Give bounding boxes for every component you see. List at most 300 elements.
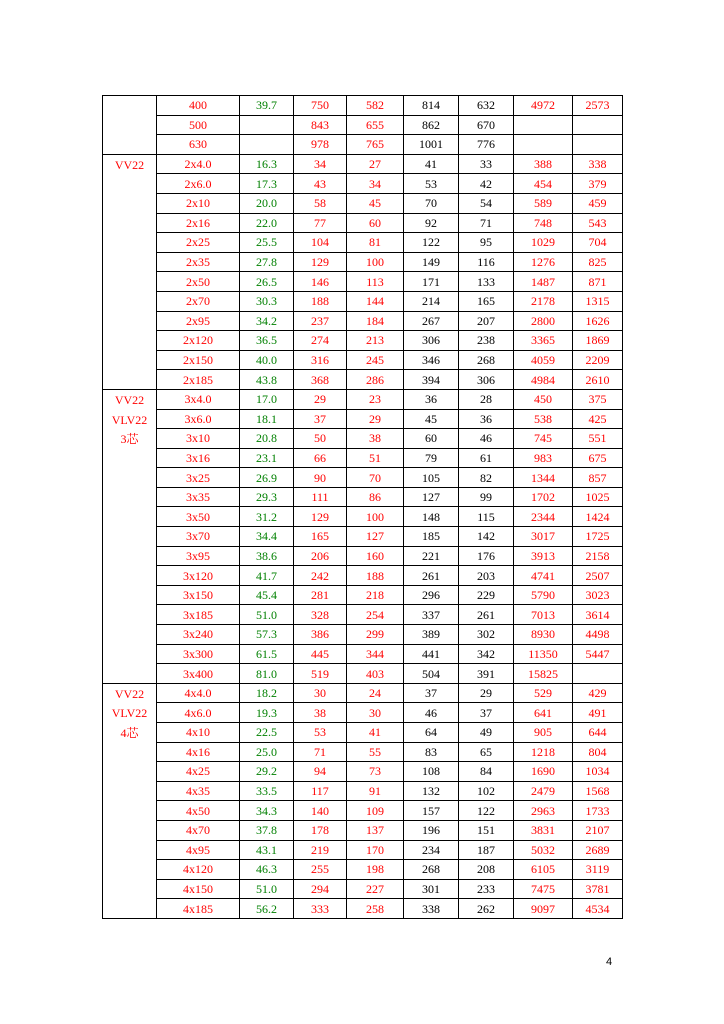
cell-value-4: 165 bbox=[459, 291, 514, 311]
cell-value-3: 157 bbox=[404, 801, 459, 821]
cell-value-2: 765 bbox=[347, 135, 404, 155]
cell-value-5: 4984 bbox=[514, 370, 573, 390]
cell-value-5: 15825 bbox=[514, 664, 573, 684]
cell-diameter: 45.4 bbox=[240, 585, 294, 605]
cell-value-1: 188 bbox=[294, 291, 347, 311]
cell-value-4: 229 bbox=[459, 585, 514, 605]
cell-value-5: 641 bbox=[514, 703, 573, 723]
table-row bbox=[103, 762, 623, 782]
cell-value-4: 208 bbox=[459, 860, 514, 880]
cell-diameter: 30.3 bbox=[240, 291, 294, 311]
cell-value-1: 274 bbox=[294, 331, 347, 351]
cell-value-4: 84 bbox=[459, 762, 514, 782]
cable-type-label: VLV22 bbox=[111, 412, 148, 427]
cable-type-label: 3芯 bbox=[120, 432, 139, 447]
cell-diameter: 18.1 bbox=[240, 409, 294, 429]
table-row bbox=[103, 860, 623, 880]
cell-size: 2x6.0 bbox=[157, 174, 240, 194]
cell-value-5: 748 bbox=[514, 213, 573, 233]
cell-value-2: 70 bbox=[347, 468, 404, 488]
cell-value-4: 46 bbox=[459, 429, 514, 449]
cell-size: 4x70 bbox=[157, 820, 240, 840]
cable-spec-table bbox=[102, 95, 623, 919]
table-row bbox=[103, 193, 623, 213]
cell-value-3: 504 bbox=[404, 664, 459, 684]
cell-value-1: 129 bbox=[294, 252, 347, 272]
cell-value-5 bbox=[514, 115, 573, 135]
table-row bbox=[103, 781, 623, 801]
table-row bbox=[103, 644, 623, 664]
cell-value-4: 670 bbox=[459, 115, 514, 135]
cell-size: 3x240 bbox=[157, 625, 240, 645]
cell-value-6: 1424 bbox=[573, 507, 623, 527]
cell-size: 4x16 bbox=[157, 742, 240, 762]
table-row bbox=[103, 409, 623, 429]
cell-size: 4x120 bbox=[157, 860, 240, 880]
cell-value-1: 111 bbox=[294, 487, 347, 507]
cell-diameter: 26.5 bbox=[240, 272, 294, 292]
cell-value-1: 129 bbox=[294, 507, 347, 527]
cell-value-6: 825 bbox=[573, 252, 623, 272]
cell-value-4: 261 bbox=[459, 605, 514, 625]
cell-value-4: 99 bbox=[459, 487, 514, 507]
cell-diameter: 34.4 bbox=[240, 527, 294, 547]
cell-value-2: 27 bbox=[347, 154, 404, 174]
cell-size: 3x10 bbox=[157, 429, 240, 449]
table-row bbox=[103, 566, 623, 586]
cable-type-cell bbox=[103, 96, 157, 155]
table-row bbox=[103, 331, 623, 351]
cell-diameter: 31.2 bbox=[240, 507, 294, 527]
cell-diameter: 39.7 bbox=[240, 96, 294, 116]
cell-value-5: 1690 bbox=[514, 762, 573, 782]
cell-diameter: 29.3 bbox=[240, 487, 294, 507]
cell-value-3: 70 bbox=[404, 193, 459, 213]
cell-value-1: 978 bbox=[294, 135, 347, 155]
cell-size: 3x400 bbox=[157, 664, 240, 684]
cell-value-5: 4059 bbox=[514, 350, 573, 370]
table-row bbox=[103, 154, 623, 174]
cell-value-5: 6105 bbox=[514, 860, 573, 880]
table-row bbox=[103, 683, 623, 703]
cell-value-4: 29 bbox=[459, 683, 514, 703]
cell-value-1: 43 bbox=[294, 174, 347, 194]
cell-value-1: 38 bbox=[294, 703, 347, 723]
cell-value-4: 306 bbox=[459, 370, 514, 390]
cell-diameter: 41.7 bbox=[240, 566, 294, 586]
cell-value-2: 144 bbox=[347, 291, 404, 311]
cell-value-3: 268 bbox=[404, 860, 459, 880]
cell-value-5: 2344 bbox=[514, 507, 573, 527]
cell-diameter: 26.9 bbox=[240, 468, 294, 488]
cell-value-3: 46 bbox=[404, 703, 459, 723]
cell-value-5: 2963 bbox=[514, 801, 573, 821]
cell-value-3: 79 bbox=[404, 448, 459, 468]
cell-value-1: 71 bbox=[294, 742, 347, 762]
cell-value-1: 66 bbox=[294, 448, 347, 468]
cell-value-3: 171 bbox=[404, 272, 459, 292]
cell-value-4: 342 bbox=[459, 644, 514, 664]
cell-value-3: 441 bbox=[404, 644, 459, 664]
table-row bbox=[103, 233, 623, 253]
cell-value-1: 117 bbox=[294, 781, 347, 801]
cell-value-6: 491 bbox=[573, 703, 623, 723]
cell-value-2: 60 bbox=[347, 213, 404, 233]
cell-diameter: 51.0 bbox=[240, 605, 294, 625]
cell-value-6: 1315 bbox=[573, 291, 623, 311]
cell-value-6: 1725 bbox=[573, 527, 623, 547]
cell-diameter: 27.8 bbox=[240, 252, 294, 272]
cell-value-2: 218 bbox=[347, 585, 404, 605]
cell-diameter: 40.0 bbox=[240, 350, 294, 370]
cell-value-4: 142 bbox=[459, 527, 514, 547]
cell-value-6: 2158 bbox=[573, 546, 623, 566]
cell-value-1: 58 bbox=[294, 193, 347, 213]
cell-value-1: 328 bbox=[294, 605, 347, 625]
cell-diameter: 61.5 bbox=[240, 644, 294, 664]
cell-value-4: 122 bbox=[459, 801, 514, 821]
cell-value-2: 227 bbox=[347, 879, 404, 899]
cell-size: 4x4.0 bbox=[157, 683, 240, 703]
cell-value-4: 54 bbox=[459, 193, 514, 213]
table-row bbox=[103, 291, 623, 311]
cell-size: 3x25 bbox=[157, 468, 240, 488]
cell-value-3: 64 bbox=[404, 723, 459, 743]
page-number: 4 bbox=[606, 956, 613, 968]
cell-value-6: 425 bbox=[573, 409, 623, 429]
cell-value-2: 91 bbox=[347, 781, 404, 801]
cell-value-6: 3614 bbox=[573, 605, 623, 625]
cell-value-4: 42 bbox=[459, 174, 514, 194]
cell-size: 2x35 bbox=[157, 252, 240, 272]
table-row bbox=[103, 585, 623, 605]
cell-value-3: 37 bbox=[404, 683, 459, 703]
cell-value-3: 185 bbox=[404, 527, 459, 547]
table-row bbox=[103, 879, 623, 899]
cell-value-2: 184 bbox=[347, 311, 404, 331]
cell-value-5: 589 bbox=[514, 193, 573, 213]
cell-diameter: 29.2 bbox=[240, 762, 294, 782]
table-row bbox=[103, 605, 623, 625]
cell-value-5: 2800 bbox=[514, 311, 573, 331]
cell-value-5: 454 bbox=[514, 174, 573, 194]
cell-value-5: 4741 bbox=[514, 566, 573, 586]
cell-value-2: 86 bbox=[347, 487, 404, 507]
cell-diameter bbox=[240, 115, 294, 135]
cell-value-3: 36 bbox=[404, 389, 459, 409]
cell-size: 3x6.0 bbox=[157, 409, 240, 429]
cell-value-6: 2507 bbox=[573, 566, 623, 586]
cell-size: 400 bbox=[157, 96, 240, 116]
cell-value-3: 301 bbox=[404, 879, 459, 899]
cell-size: 4x10 bbox=[157, 723, 240, 743]
cell-diameter: 19.3 bbox=[240, 703, 294, 723]
cell-size: 3x185 bbox=[157, 605, 240, 625]
cell-value-3: 132 bbox=[404, 781, 459, 801]
cell-value-6: 543 bbox=[573, 213, 623, 233]
cell-value-1: 316 bbox=[294, 350, 347, 370]
cell-value-6: 429 bbox=[573, 683, 623, 703]
cell-value-1: 750 bbox=[294, 96, 347, 116]
cell-size: 2x4.0 bbox=[157, 154, 240, 174]
cell-value-1: 519 bbox=[294, 664, 347, 684]
cell-value-4: 36 bbox=[459, 409, 514, 429]
cell-value-5: 1344 bbox=[514, 468, 573, 488]
cell-value-6: 379 bbox=[573, 174, 623, 194]
cell-size: 3x300 bbox=[157, 644, 240, 664]
table-row bbox=[103, 213, 623, 233]
cell-diameter: 56.2 bbox=[240, 899, 294, 919]
cell-value-3: 296 bbox=[404, 585, 459, 605]
cell-value-1: 50 bbox=[294, 429, 347, 449]
cell-diameter: 25.5 bbox=[240, 233, 294, 253]
cell-value-3: 337 bbox=[404, 605, 459, 625]
cell-diameter: 43.8 bbox=[240, 370, 294, 390]
table-row bbox=[103, 468, 623, 488]
table-row bbox=[103, 311, 623, 331]
cell-value-4: 176 bbox=[459, 546, 514, 566]
table-row bbox=[103, 429, 623, 449]
table-row bbox=[103, 389, 623, 409]
cell-value-3: 214 bbox=[404, 291, 459, 311]
cell-value-4: 61 bbox=[459, 448, 514, 468]
cell-value-1: 146 bbox=[294, 272, 347, 292]
cell-value-5: 7475 bbox=[514, 879, 573, 899]
cell-value-1: 53 bbox=[294, 723, 347, 743]
table-row bbox=[103, 96, 623, 116]
table-row bbox=[103, 703, 623, 723]
cell-value-4: 65 bbox=[459, 742, 514, 762]
cell-value-3: 60 bbox=[404, 429, 459, 449]
cell-value-4: 233 bbox=[459, 879, 514, 899]
cell-value-5: 3913 bbox=[514, 546, 573, 566]
cell-value-1: 104 bbox=[294, 233, 347, 253]
cell-value-6: 459 bbox=[573, 193, 623, 213]
cell-value-6: 3781 bbox=[573, 879, 623, 899]
cell-value-2: 245 bbox=[347, 350, 404, 370]
cell-value-5: 905 bbox=[514, 723, 573, 743]
cell-value-5: 1276 bbox=[514, 252, 573, 272]
cell-value-2: 258 bbox=[347, 899, 404, 919]
cell-value-5: 3017 bbox=[514, 527, 573, 547]
cell-value-3: 221 bbox=[404, 546, 459, 566]
cell-value-2: 137 bbox=[347, 820, 404, 840]
cell-value-1: 37 bbox=[294, 409, 347, 429]
cell-value-6: 857 bbox=[573, 468, 623, 488]
table-row bbox=[103, 840, 623, 860]
cell-value-3: 122 bbox=[404, 233, 459, 253]
cell-value-5: 2178 bbox=[514, 291, 573, 311]
cell-value-2: 655 bbox=[347, 115, 404, 135]
cell-diameter: 34.3 bbox=[240, 801, 294, 821]
cell-diameter: 34.2 bbox=[240, 311, 294, 331]
cell-size: 4x35 bbox=[157, 781, 240, 801]
cell-diameter: 43.1 bbox=[240, 840, 294, 860]
cell-size: 4x25 bbox=[157, 762, 240, 782]
cell-value-5: 1029 bbox=[514, 233, 573, 253]
cell-diameter: 20.0 bbox=[240, 193, 294, 213]
cell-value-1: 178 bbox=[294, 820, 347, 840]
cell-size: 3x4.0 bbox=[157, 389, 240, 409]
cell-value-2: 73 bbox=[347, 762, 404, 782]
cell-value-2: 160 bbox=[347, 546, 404, 566]
cell-value-5: 11350 bbox=[514, 644, 573, 664]
cell-diameter: 51.0 bbox=[240, 879, 294, 899]
cell-size: 4x95 bbox=[157, 840, 240, 860]
cell-value-2: 127 bbox=[347, 527, 404, 547]
cell-size: 630 bbox=[157, 135, 240, 155]
table-row bbox=[103, 723, 623, 743]
cell-size: 3x150 bbox=[157, 585, 240, 605]
cell-value-4: 238 bbox=[459, 331, 514, 351]
cell-value-2: 170 bbox=[347, 840, 404, 860]
cell-value-3: 92 bbox=[404, 213, 459, 233]
cell-value-2: 403 bbox=[347, 664, 404, 684]
cell-value-3: 149 bbox=[404, 252, 459, 272]
cell-diameter bbox=[240, 135, 294, 155]
cell-value-5: 983 bbox=[514, 448, 573, 468]
table-row bbox=[103, 664, 623, 684]
cell-value-2: 38 bbox=[347, 429, 404, 449]
cell-size: 2x150 bbox=[157, 350, 240, 370]
cable-type-label: VV22 bbox=[114, 392, 145, 407]
cell-value-3: 1001 bbox=[404, 135, 459, 155]
cell-value-2: 286 bbox=[347, 370, 404, 390]
cell-value-5 bbox=[514, 135, 573, 155]
cable-type-label: VLV22 bbox=[111, 706, 148, 721]
cell-value-1: 237 bbox=[294, 311, 347, 331]
cell-value-5: 4972 bbox=[514, 96, 573, 116]
cell-value-2: 24 bbox=[347, 683, 404, 703]
cell-value-6: 1034 bbox=[573, 762, 623, 782]
cell-value-2: 29 bbox=[347, 409, 404, 429]
cell-value-6: 338 bbox=[573, 154, 623, 174]
cell-size: 2x10 bbox=[157, 193, 240, 213]
cell-value-6: 551 bbox=[573, 429, 623, 449]
cell-value-6: 1869 bbox=[573, 331, 623, 351]
cell-value-2: 213 bbox=[347, 331, 404, 351]
cell-value-2: 582 bbox=[347, 96, 404, 116]
cable-type-cell bbox=[103, 389, 157, 683]
cell-value-4: 37 bbox=[459, 703, 514, 723]
cell-size: 3x35 bbox=[157, 487, 240, 507]
cell-diameter: 17.0 bbox=[240, 389, 294, 409]
cable-type-cell bbox=[103, 683, 157, 918]
cell-value-5: 5032 bbox=[514, 840, 573, 860]
cell-value-5: 745 bbox=[514, 429, 573, 449]
cell-value-2: 100 bbox=[347, 252, 404, 272]
cell-value-6: 1568 bbox=[573, 781, 623, 801]
cell-value-3: 306 bbox=[404, 331, 459, 351]
cell-size: 4x185 bbox=[157, 899, 240, 919]
cell-value-5: 1218 bbox=[514, 742, 573, 762]
cell-value-6: 2573 bbox=[573, 96, 623, 116]
cable-type-label: VV22 bbox=[114, 686, 145, 701]
cell-value-6: 704 bbox=[573, 233, 623, 253]
cell-diameter: 25.0 bbox=[240, 742, 294, 762]
table-row bbox=[103, 174, 623, 194]
cell-value-1: 77 bbox=[294, 213, 347, 233]
cell-value-6: 675 bbox=[573, 448, 623, 468]
cell-value-2: 55 bbox=[347, 742, 404, 762]
cell-value-2: 299 bbox=[347, 625, 404, 645]
cell-size: 3x70 bbox=[157, 527, 240, 547]
cell-value-5: 3365 bbox=[514, 331, 573, 351]
cell-diameter: 16.3 bbox=[240, 154, 294, 174]
cell-value-4: 102 bbox=[459, 781, 514, 801]
cell-value-2: 198 bbox=[347, 860, 404, 880]
cell-value-3: 346 bbox=[404, 350, 459, 370]
table-row bbox=[103, 801, 623, 821]
cell-value-5: 529 bbox=[514, 683, 573, 703]
cable-spec-table-container bbox=[102, 95, 622, 919]
cell-size: 500 bbox=[157, 115, 240, 135]
table-row bbox=[103, 899, 623, 919]
cell-value-4: 28 bbox=[459, 389, 514, 409]
cell-value-5: 3831 bbox=[514, 820, 573, 840]
table-row bbox=[103, 252, 623, 272]
cell-diameter: 38.6 bbox=[240, 546, 294, 566]
cell-value-4: 151 bbox=[459, 820, 514, 840]
cell-size: 4x6.0 bbox=[157, 703, 240, 723]
cell-value-6: 2689 bbox=[573, 840, 623, 860]
cable-type-cell bbox=[103, 154, 157, 389]
cable-type-label: 4芯 bbox=[120, 726, 139, 740]
cell-value-2: 113 bbox=[347, 272, 404, 292]
cell-size: 2x185 bbox=[157, 370, 240, 390]
cell-value-5: 8930 bbox=[514, 625, 573, 645]
cell-value-6: 2610 bbox=[573, 370, 623, 390]
cell-value-6: 2209 bbox=[573, 350, 623, 370]
cell-value-1: 30 bbox=[294, 683, 347, 703]
table-row bbox=[103, 742, 623, 762]
cell-value-4: 33 bbox=[459, 154, 514, 174]
cell-value-4: 203 bbox=[459, 566, 514, 586]
table-row bbox=[103, 350, 623, 370]
cell-value-3: 108 bbox=[404, 762, 459, 782]
table-row bbox=[103, 507, 623, 527]
table-row bbox=[103, 272, 623, 292]
cell-value-2: 344 bbox=[347, 644, 404, 664]
cell-value-4: 133 bbox=[459, 272, 514, 292]
cell-value-5: 2479 bbox=[514, 781, 573, 801]
cell-size: 3x120 bbox=[157, 566, 240, 586]
cell-value-5: 1487 bbox=[514, 272, 573, 292]
cell-value-6: 871 bbox=[573, 272, 623, 292]
cell-value-4: 95 bbox=[459, 233, 514, 253]
cell-value-5: 538 bbox=[514, 409, 573, 429]
cell-size: 3x50 bbox=[157, 507, 240, 527]
cell-value-3: 196 bbox=[404, 820, 459, 840]
cell-value-4: 207 bbox=[459, 311, 514, 331]
cell-value-1: 843 bbox=[294, 115, 347, 135]
cell-value-4: 262 bbox=[459, 899, 514, 919]
cell-value-1: 29 bbox=[294, 389, 347, 409]
cell-value-1: 219 bbox=[294, 840, 347, 860]
cell-value-5: 5790 bbox=[514, 585, 573, 605]
cell-value-3: 267 bbox=[404, 311, 459, 331]
cell-value-6: 5447 bbox=[573, 644, 623, 664]
cell-value-2: 51 bbox=[347, 448, 404, 468]
cell-value-1: 368 bbox=[294, 370, 347, 390]
cell-value-4: 71 bbox=[459, 213, 514, 233]
cell-value-6 bbox=[573, 664, 623, 684]
cell-value-6: 804 bbox=[573, 742, 623, 762]
cell-value-1: 34 bbox=[294, 154, 347, 174]
cell-diameter: 23.1 bbox=[240, 448, 294, 468]
cell-value-1: 255 bbox=[294, 860, 347, 880]
cell-size: 2x70 bbox=[157, 291, 240, 311]
